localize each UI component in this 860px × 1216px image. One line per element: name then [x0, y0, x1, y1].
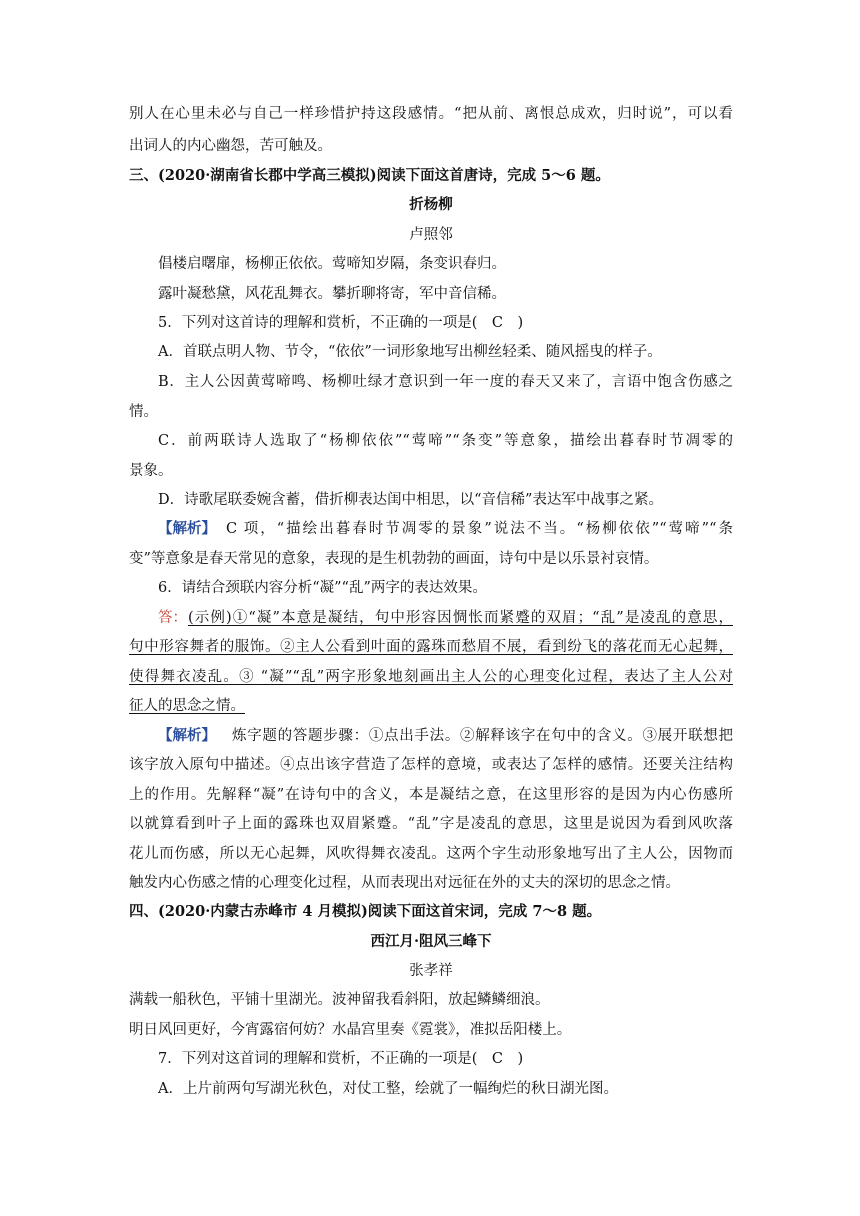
option-d: D．诗歌尾联委婉含蓄，借折柳表达闺中相思，以“音信稀”表达军中战事之紧。 [158, 492, 663, 508]
analysis-line: 花儿而伤感，所以无心起舞，风吹得舞衣凌乱。这两个字生动形象地写出了主人公，因物而 [129, 846, 733, 862]
option-a: A．上片前两句写湖光秋色，对仗工整，绘就了一幅绚烂的秋日湖光图。 [158, 1081, 618, 1097]
question-7: 7．下列对这首词的理解和赏析，不正确的一项是( C ) [158, 1051, 524, 1067]
section-heading: 四、(2020·内蒙古赤峰市 4 月模拟)阅读下面这首宋词，完成 7～8 题。 [129, 903, 602, 920]
analysis-line: 变”等意象是春天常见的意象，表现的是生机勃勃的画面，诗句中是以乐景衬哀情。 [129, 551, 659, 567]
option-c-cont: 景象。 [129, 463, 173, 479]
poem-title: 折杨柳 [409, 196, 453, 213]
analysis-line: 上的作用。先解释“凝”在诗句中的含义，本是凝结之意，在这里形容的是因为内心伤感所 [129, 787, 733, 803]
analysis-line: 触发内心伤感之情的心理变化过程，从而表现出对远征在外的丈夫的深切的思念之情。 [129, 875, 680, 891]
answer-line: (示例)①“凝”本意是凝结，句中形容因惆怅而紧蹙的双眉；“乱”是凌乱的意思， [188, 610, 733, 626]
poem-author: 张孝祥 [409, 963, 453, 979]
option-b: B．主人公因黄莺啼鸣、杨柳吐绿才意识到一年一度的春天又来了，言语中饱含伤感之 [158, 374, 733, 390]
text-line: 别人在心里未必与自己一样珍惜护持这段感情。“把从前、离恨总成欢，归时说”，可以看 [129, 106, 733, 122]
analysis-line: C 项，“描绘出暮春时节凋零的景象”说法不当。“杨柳依依”“莺啼”“条 [226, 521, 733, 537]
analysis-tag: 【解析】 [158, 520, 216, 537]
poem-title: 西江月·阻风三峰下 [370, 933, 492, 950]
section-heading: 三、(2020·湖南省长郡中学高三模拟)阅读下面这首唐诗，完成 5～6 题。 [129, 167, 610, 184]
analysis-line: 该字放入原句中描述。④点出该字营造了怎样的意境，或表达了怎样的感情。还要关注结构 [129, 757, 733, 773]
poem-line: 倡楼启曙扉，杨柳正依依。莺啼知岁隔，条变识春归。 [158, 256, 506, 272]
poem-line: 露叶凝愁黛，风花乱舞衣。攀折聊将寄，军中音信稀。 [158, 286, 506, 302]
answer-line: 使得舞衣凌乱。③ “凝”“乱”两字形象地刻画出主人公的心理变化过程，表达了主人公对 [129, 669, 733, 685]
analysis-line: 以就算看到叶子上面的露珠也双眉紧蹙。“乱”字是凌乱的意思，这里是说因为看到风吹落 [129, 816, 733, 832]
poem-line: 满载一船秋色，平铺十里湖光。波神留我看斜阳，放起鳞鳞细浪。 [129, 992, 550, 1008]
answer-tag: 答： [158, 610, 187, 626]
question-5: 5．下列对这首诗的理解和赏析，不正确的一项是( C ) [158, 315, 524, 331]
option-a: A．首联点明人物、节令，“依依”一词形象地写出柳丝轻柔、随风摇曳的样子。 [158, 344, 662, 360]
analysis-tag: 【解析】 [158, 727, 216, 744]
answer-line: 征人的思念之情。 [129, 698, 245, 714]
answer-line: 句中形容舞者的服饰。②主人公看到叶面的露珠而愁眉不展，看到纷飞的落花而无心起舞， [129, 639, 733, 655]
analysis-line: 炼字题的答题步骤：①点出手法。②解释该字在句中的含义。③展开联想把 [232, 728, 733, 744]
text-line: 出词人的内心幽怨，苦可触及。 [129, 138, 332, 154]
option-b-cont: 情。 [129, 404, 158, 420]
poem-line: 明日风回更好，今宵露宿何妨？水晶宫里奏《霓裳》，准拟岳阳楼上。 [129, 1022, 572, 1038]
poem-author: 卢照邻 [409, 227, 453, 243]
option-c: C．前两联诗人选取了“杨柳依依”“莺啼”“条变”等意象，描绘出暮春时节凋零的 [158, 433, 733, 449]
question-6: 6．请结合颈联内容分析“凝”“乱”两字的表达效果。 [158, 580, 487, 596]
